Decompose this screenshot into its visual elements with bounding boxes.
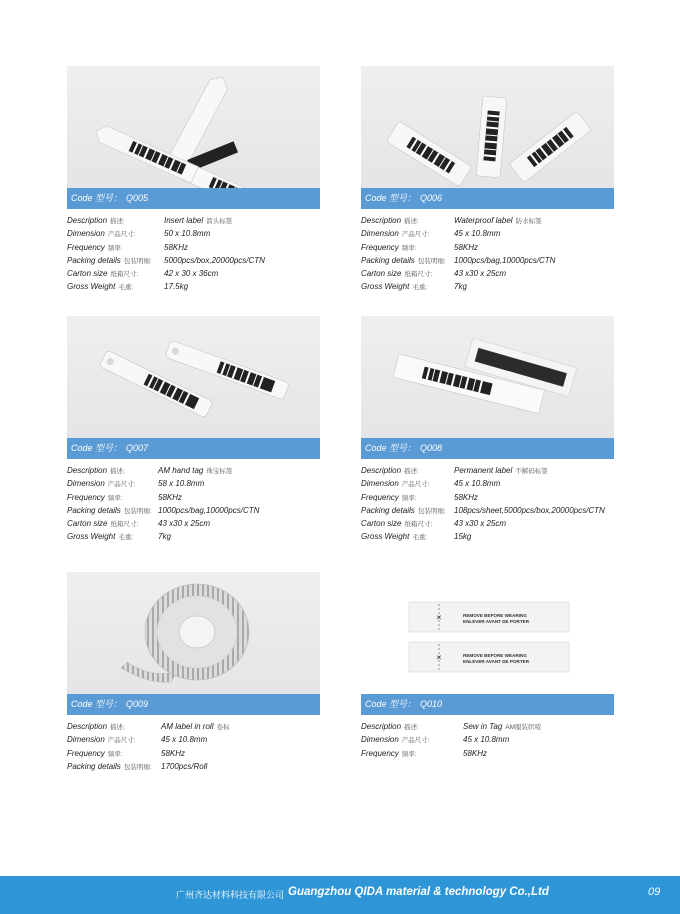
spec-label xyxy=(67,747,123,761)
product-photo xyxy=(361,66,614,188)
spec-label-cn: 产品尺寸: xyxy=(107,737,136,745)
spec-label xyxy=(67,254,152,268)
code-id: Q005 xyxy=(126,193,149,203)
spec-row xyxy=(361,733,621,746)
spec-value xyxy=(454,241,481,255)
spec-label xyxy=(67,530,133,544)
spec-value-en: 45 x 10.8mm xyxy=(161,735,208,745)
spec-value xyxy=(158,530,174,544)
spec-row xyxy=(361,214,621,227)
spec-label-cn: 纸箱尺寸: xyxy=(404,521,433,529)
spec-row xyxy=(67,280,327,293)
spec-label-en: Packing details xyxy=(361,255,415,265)
spec-value xyxy=(158,504,262,518)
product-code-bar xyxy=(67,188,320,209)
spec-label-en: Description xyxy=(67,216,108,225)
spec-label-cn: 纸箱尺寸: xyxy=(110,521,139,529)
spec-label xyxy=(67,517,138,531)
spec-label xyxy=(361,254,446,268)
code-label: Code 型号： xyxy=(71,699,123,709)
spec-value xyxy=(164,241,191,255)
spec-row xyxy=(67,477,327,490)
spec-label-en: Description xyxy=(67,466,108,475)
spec-label-cn: 产品尺寸: xyxy=(401,231,430,239)
spec-label-cn: 描述: xyxy=(110,468,125,475)
spec-label-cn: 频率: xyxy=(107,244,123,252)
spec-value-en: 7kg xyxy=(454,282,467,292)
product-photo xyxy=(67,66,320,188)
spec-label-cn: 频率: xyxy=(401,750,417,758)
spec-list xyxy=(67,214,327,294)
code-label: Code 型号： xyxy=(365,443,417,453)
spec-label-en: Frequency xyxy=(67,492,105,502)
spec-label xyxy=(67,760,152,774)
spec-label-cn: 毛重: xyxy=(118,284,134,292)
product-photo xyxy=(361,316,614,438)
spec-label-en: Gross Weight xyxy=(67,282,116,292)
spec-value-en: 58KHz xyxy=(454,492,479,502)
spec-value-en: 43 x30 x 25cm xyxy=(454,519,507,529)
spec-label xyxy=(67,464,125,478)
spec-value-en: 58KHz xyxy=(161,748,186,758)
spec-label-cn: 包装明细: xyxy=(123,507,152,515)
spec-label xyxy=(361,517,432,531)
spec-value xyxy=(454,464,548,478)
spec-value xyxy=(454,504,608,518)
spec-row xyxy=(361,530,621,543)
page-number: 09 xyxy=(648,886,661,898)
spec-label xyxy=(67,227,136,241)
spec-value-cn: 防水标签 xyxy=(515,218,542,225)
spec-row xyxy=(361,517,621,530)
spec-value xyxy=(454,491,481,505)
spec-row xyxy=(67,214,327,227)
spec-label xyxy=(361,464,419,478)
spec-row xyxy=(67,733,327,746)
spec-row xyxy=(67,530,327,543)
spec-value-en: 5000pcs/box,20000pcs/CTN xyxy=(164,255,265,265)
spec-value-en: 45 x 10.8mm xyxy=(454,229,501,239)
spec-value-cn: 珠宝标签 xyxy=(206,468,233,475)
product-code-bar xyxy=(67,438,320,459)
tag-text-line-2: ENLEVER AVANT DE PORTER xyxy=(463,659,530,664)
spec-value-en: 58KHz xyxy=(158,492,183,502)
spec-value xyxy=(164,280,191,294)
spec-label-cn: 纸箱尺寸: xyxy=(404,271,433,279)
spec-label-en: Description xyxy=(67,722,108,731)
spec-label-en: Frequency xyxy=(67,242,105,252)
insert-label-image xyxy=(67,66,320,188)
spec-value-cn: 箭头标签 xyxy=(206,218,233,225)
spec-value xyxy=(164,267,221,281)
spec-label xyxy=(67,733,136,747)
spec-value-en: 1000pcs/bag,10000pcs/CTN xyxy=(454,255,556,265)
spec-label-en: Description xyxy=(361,466,402,475)
spec-label xyxy=(361,227,430,241)
spec-value-en: 45 x 10.8mm xyxy=(463,735,510,745)
spec-value-en: 50 x 10.8mm xyxy=(164,229,211,239)
spec-value-en: Permanent label xyxy=(454,466,513,475)
spec-label-cn: 包装明细: xyxy=(123,763,152,771)
spec-value xyxy=(161,720,229,734)
spec-label-cn: 毛重: xyxy=(412,534,428,542)
spec-value-en: 1000pcs/bag,10000pcs/CTN xyxy=(158,505,260,515)
spec-value-cn: AM服装织唛 xyxy=(505,724,542,731)
product-code-bar xyxy=(361,438,614,459)
sew-in-tag-image xyxy=(361,572,614,694)
tag-text-line-1: REMOVE BEFORE WEARING xyxy=(463,653,527,658)
spec-label-cn: 描述: xyxy=(404,468,419,475)
spec-label xyxy=(67,491,123,505)
spec-row xyxy=(361,254,621,267)
spec-label xyxy=(361,214,419,228)
spec-value-en: 1700pcs/Roll xyxy=(161,761,208,771)
spec-value xyxy=(454,227,503,241)
spec-label-en: Dimension xyxy=(67,229,105,239)
spec-label xyxy=(361,491,417,505)
spec-label xyxy=(67,214,125,228)
spec-value-cn: 不解码标签 xyxy=(515,468,548,475)
spec-value xyxy=(463,733,512,747)
spec-value-en: 58KHz xyxy=(454,242,479,252)
spec-row xyxy=(67,254,327,267)
spec-value xyxy=(164,254,268,268)
am-hand-tag-image xyxy=(67,316,320,438)
spec-row xyxy=(67,491,327,504)
code-id: Q006 xyxy=(420,193,443,203)
spec-label-cn: 纸箱尺寸: xyxy=(110,271,139,279)
spec-label xyxy=(67,280,133,294)
spec-label-cn: 描述: xyxy=(404,724,419,731)
spec-row xyxy=(361,241,621,254)
spec-list xyxy=(67,720,327,773)
spec-label xyxy=(361,504,446,518)
spec-label-en: Frequency xyxy=(67,748,105,758)
spec-value xyxy=(454,477,503,491)
spec-row xyxy=(67,267,327,280)
spec-row xyxy=(361,491,621,504)
spec-label-cn: 包装明细: xyxy=(123,257,152,265)
spec-label xyxy=(361,241,417,255)
spec-label-cn: 频率: xyxy=(107,750,123,758)
product-code-bar xyxy=(67,694,320,715)
spec-list xyxy=(361,214,621,294)
spec-value xyxy=(161,733,210,747)
spec-value xyxy=(454,280,470,294)
spec-row xyxy=(67,720,327,733)
spec-label xyxy=(67,504,152,518)
spec-value xyxy=(164,227,213,241)
code-label: Code 型号： xyxy=(365,193,417,203)
code-id: Q009 xyxy=(126,699,149,709)
spec-value-en: Insert label xyxy=(164,216,204,225)
spec-value-en: 43 x30 x 25cm xyxy=(158,519,211,529)
spec-row xyxy=(67,464,327,477)
spec-row xyxy=(361,720,621,733)
spec-value xyxy=(454,267,509,281)
spec-label-en: Description xyxy=(361,216,402,225)
spec-label-cn: 产品尺寸: xyxy=(401,737,430,745)
svg-text:✕: ✕ xyxy=(436,654,442,662)
am-label-roll-image xyxy=(67,572,320,694)
spec-value xyxy=(463,720,541,734)
spec-value-en: 43 x30 x 25cm xyxy=(454,269,507,279)
spec-label xyxy=(361,280,427,294)
spec-label-en: Gross Weight xyxy=(67,532,116,542)
spec-label-cn: 描述: xyxy=(110,724,125,731)
product-photo xyxy=(361,572,614,694)
spec-label-en: Dimension xyxy=(361,479,399,489)
spec-value-en: 58KHz xyxy=(463,748,488,758)
code-label: Code 型号： xyxy=(365,699,417,709)
spec-row xyxy=(361,280,621,293)
spec-label-cn: 频率: xyxy=(401,244,417,252)
spec-value-en: 58KHz xyxy=(164,242,189,252)
spec-label-cn: 毛重: xyxy=(118,534,134,542)
spec-list xyxy=(67,464,327,544)
code-id: Q008 xyxy=(420,443,443,453)
spec-label-en: Dimension xyxy=(361,735,399,745)
spec-label xyxy=(361,720,419,734)
spec-label-en: Frequency xyxy=(361,492,399,502)
code-label: Code 型号： xyxy=(71,443,123,453)
spec-label-cn: 产品尺寸: xyxy=(401,481,430,489)
spec-value xyxy=(161,747,188,761)
spec-value-en: 17.5kg xyxy=(164,282,189,292)
spec-value-en: AM label in roll xyxy=(161,722,214,731)
spec-row xyxy=(67,241,327,254)
spec-value xyxy=(454,517,509,531)
spec-label-en: Dimension xyxy=(67,735,105,745)
company-name-en: Guangzhou QIDA material & technology Co.,Ltd xyxy=(288,886,549,898)
spec-value-en: Sew in Tag xyxy=(463,722,503,731)
code-label: Code 型号： xyxy=(71,193,123,203)
spec-list xyxy=(361,464,621,544)
spec-label xyxy=(67,477,136,491)
spec-label xyxy=(361,267,432,281)
tag-text-line-2: ENLEVER AVANT DE PORTER xyxy=(463,619,530,624)
spec-label-cn: 产品尺寸: xyxy=(107,481,136,489)
spec-value-en: AM hand tag xyxy=(158,466,204,475)
spec-value-en: 15kg xyxy=(454,532,472,542)
spec-value xyxy=(454,254,558,268)
spec-label-cn: 包装明细: xyxy=(417,257,446,265)
tag-text-line-1: REMOVE BEFORE WEARING xyxy=(463,613,527,618)
product-code-bar xyxy=(361,694,614,715)
spec-label-en: Gross Weight xyxy=(361,532,410,542)
spec-value-en: 108pcs/sheet,5000pcs/box,20000pcs/CTN xyxy=(454,505,605,515)
spec-row xyxy=(361,464,621,477)
spec-label xyxy=(361,477,430,491)
spec-label xyxy=(361,747,417,761)
spec-row xyxy=(67,517,327,530)
spec-label-cn: 包装明细: xyxy=(417,507,446,515)
spec-label xyxy=(67,720,125,734)
spec-value-cn: 卷标 xyxy=(216,724,230,731)
waterproof-label-image xyxy=(361,66,614,188)
spec-label xyxy=(361,530,427,544)
spec-label-cn: 产品尺寸: xyxy=(107,231,136,239)
spec-list xyxy=(361,720,621,760)
spec-value xyxy=(161,760,210,774)
spec-value xyxy=(158,464,232,478)
spec-label-en: Frequency xyxy=(361,748,399,758)
product-photo xyxy=(67,572,320,694)
spec-row xyxy=(361,267,621,280)
spec-value-en: 58 x 10.8mm xyxy=(158,479,205,489)
spec-label-en: Packing details xyxy=(361,505,415,515)
spec-value-en: 45 x 10.8mm xyxy=(454,479,501,489)
spec-value xyxy=(158,491,185,505)
spec-label xyxy=(67,267,138,281)
spec-row xyxy=(361,227,621,240)
spec-label xyxy=(67,241,123,255)
spec-row xyxy=(67,227,327,240)
spec-label-en: Carton size xyxy=(67,269,108,279)
spec-label-en: Frequency xyxy=(361,242,399,252)
spec-label-cn: 频率: xyxy=(107,494,123,502)
spec-label-en: Dimension xyxy=(67,479,105,489)
spec-label-en: Carton size xyxy=(361,519,402,529)
spec-value xyxy=(164,214,232,228)
spec-label-cn: 描述: xyxy=(404,218,419,225)
spec-value xyxy=(158,517,213,531)
spec-value-en: Waterproof label xyxy=(454,216,513,225)
company-name-cn: 广州齐达材料科技有限公司 xyxy=(176,890,285,900)
spec-label-en: Packing details xyxy=(67,505,121,515)
spec-label-en: Packing details xyxy=(67,255,121,265)
product-photo xyxy=(67,316,320,438)
spec-label-en: Description xyxy=(361,722,402,731)
spec-value xyxy=(463,747,490,761)
spec-label-en: Carton size xyxy=(361,269,402,279)
spec-label-cn: 毛重: xyxy=(412,284,428,292)
svg-text:✕: ✕ xyxy=(436,614,442,622)
spec-row xyxy=(361,504,621,517)
spec-row xyxy=(67,504,327,517)
spec-label-en: Gross Weight xyxy=(361,282,410,292)
spec-row xyxy=(361,747,621,760)
spec-value xyxy=(454,214,542,228)
spec-row xyxy=(361,477,621,490)
spec-label-en: Packing details xyxy=(67,761,121,771)
spec-row xyxy=(67,747,327,760)
spec-label-en: Dimension xyxy=(361,229,399,239)
product-code-bar xyxy=(361,188,614,209)
spec-value xyxy=(158,477,207,491)
spec-value xyxy=(454,530,474,544)
code-id: Q010 xyxy=(420,699,443,709)
permanent-label-image xyxy=(361,316,614,438)
spec-label xyxy=(361,733,430,747)
spec-row xyxy=(67,760,327,773)
spec-value-en: 7kg xyxy=(158,532,171,542)
spec-value-en: 42 x 30 x 36cm xyxy=(164,269,219,279)
code-id: Q007 xyxy=(126,443,149,453)
spec-label-cn: 描述: xyxy=(110,218,125,225)
spec-label-cn: 频率: xyxy=(401,494,417,502)
spec-label-en: Carton size xyxy=(67,519,108,529)
page-footer xyxy=(0,876,680,914)
